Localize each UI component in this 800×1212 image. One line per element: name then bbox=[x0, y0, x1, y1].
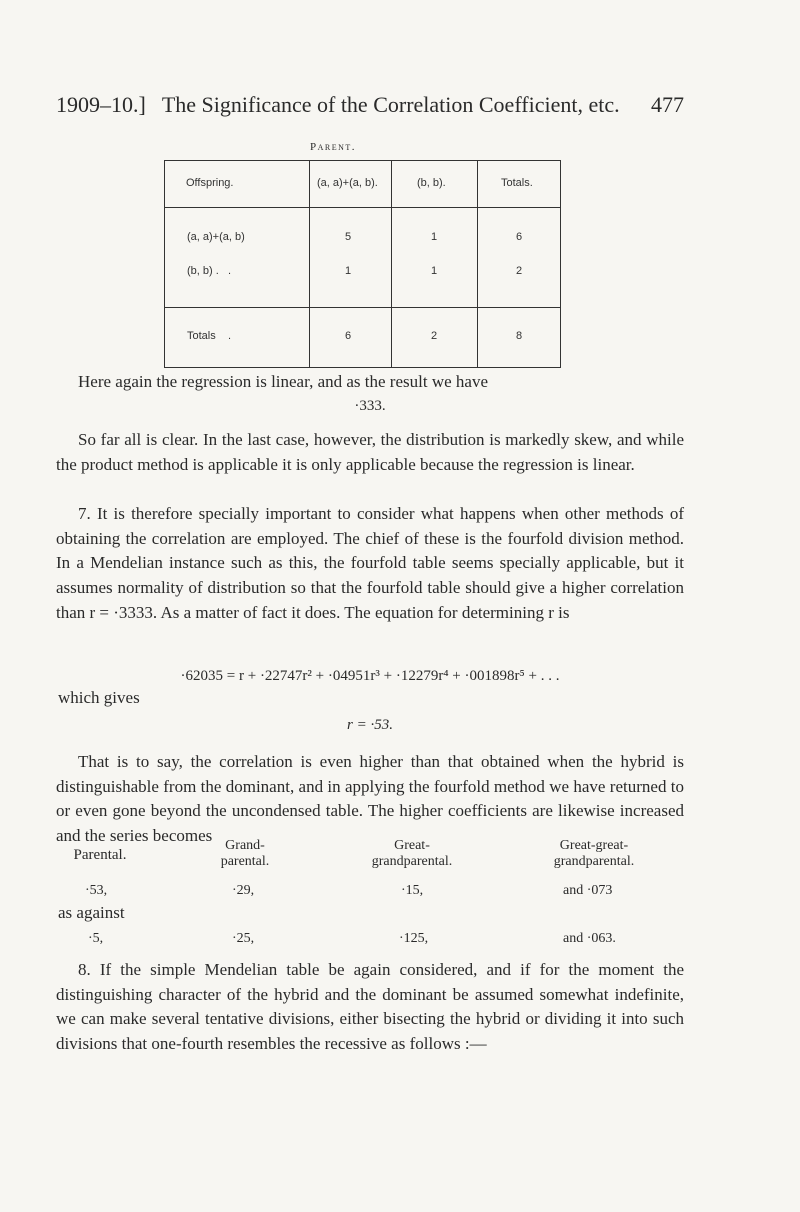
paragraph bbox=[56, 750, 684, 849]
series-value: ·125, bbox=[399, 931, 429, 946]
paragraph bbox=[56, 428, 684, 477]
table-rule bbox=[165, 160, 560, 161]
table-rule bbox=[165, 207, 560, 208]
table-cell: 2 bbox=[516, 265, 523, 277]
series-value: ·53, bbox=[85, 883, 108, 898]
column-header: (b, b). bbox=[417, 177, 446, 189]
table-rule bbox=[165, 307, 560, 308]
running-header bbox=[56, 92, 684, 118]
which-gives: which gives bbox=[58, 688, 140, 707]
paragraph-text: So far all is clear. In the last case, however, the distribution is markedly skew, and while the product method is applicable it is only applicable because the regression is linear. bbox=[56, 430, 684, 474]
column-header: Totals. bbox=[501, 177, 533, 189]
totals-label: Totals . bbox=[187, 330, 232, 342]
paragraph-text: 7. It is therefore specially important to consider what happens when other methods of obtaining the correlation are employed. The chief of these is the fourfold division method. In a Mendelian instance such as this, the fourfold table seems specially applicable, but it assumes normality of distribution so that the fourfold table should give a higher correlation than r = ·3333. As a matter of fact it does. The equation for determining r is bbox=[56, 504, 684, 622]
row-label: (b, b) . . bbox=[187, 265, 232, 277]
result-value: ·333. bbox=[354, 398, 386, 414]
page-number: 477 bbox=[651, 92, 684, 117]
as-against: as against bbox=[58, 903, 125, 922]
series-label-grandparental: Grand- parental. bbox=[220, 838, 270, 869]
paragraph-text: 8. If the simple Mendelian table be again considered, and if for the moment the distinguishing character of the hybrid and the dominant be assumed somewhat indefinite, we can make several tentative divisions, either bisecting the hybrid or dividing it into such divisions that one-fourth resembles the recessive as follows :— bbox=[56, 960, 684, 1054]
header-year: 1909–10.] bbox=[56, 92, 146, 117]
paragraph bbox=[56, 502, 684, 626]
table-divider bbox=[391, 160, 392, 368]
series-value: ·29, bbox=[232, 883, 255, 898]
series-label-great-great-grandparental: Great-great- grandparental. bbox=[553, 838, 635, 869]
paragraph bbox=[56, 958, 684, 1057]
paragraph-text: That is to say, the correlation is even higher than that obtained when the hybrid is distinguishable from the dominant, and in applying the fourfold method we have returned to or even gone beyond the uncondensed table. The higher coefficients are likewise increased and the series becomes bbox=[56, 752, 684, 846]
equation: ·62035 = r + ·22747r² + ·04951r³ + ·12279r⁴ + ·001898r⁵ + . . . bbox=[180, 668, 560, 684]
table-caption: Parent. bbox=[310, 141, 357, 153]
series-value: ·25, bbox=[232, 931, 255, 946]
parent-offspring-table bbox=[164, 160, 561, 368]
series-label-parental: Parental. bbox=[73, 847, 127, 863]
series-value: ·5, bbox=[88, 931, 104, 946]
totals-cell: 6 bbox=[345, 330, 352, 342]
table-divider bbox=[309, 160, 310, 368]
table-cell: 1 bbox=[345, 265, 352, 277]
table-cell: 1 bbox=[431, 231, 438, 243]
series-label-great-grandparental: Great- grandparental. bbox=[371, 838, 453, 869]
table-divider bbox=[477, 160, 478, 368]
column-header: (a, a)+(a, b). bbox=[317, 177, 378, 189]
series-value: and ·063. bbox=[563, 931, 616, 946]
result-r: r = ·53. bbox=[347, 717, 393, 733]
table-rule bbox=[165, 367, 560, 368]
table-cell: 6 bbox=[516, 231, 523, 243]
column-header: Offspring. bbox=[186, 177, 234, 189]
paragraph-text: Here again the regression is linear, and as the result we have bbox=[78, 372, 488, 391]
table-cell: 5 bbox=[345, 231, 352, 243]
totals-cell: 8 bbox=[516, 330, 523, 342]
paragraph bbox=[56, 370, 684, 395]
series-value: ·15, bbox=[401, 883, 424, 898]
header-title: The Significance of the Correlation Coefficient, etc. bbox=[161, 92, 620, 117]
series-value: and ·073 bbox=[563, 883, 613, 898]
row-label: (a, a)+(a, b) bbox=[187, 231, 245, 243]
table-cell: 1 bbox=[431, 265, 438, 277]
totals-cell: 2 bbox=[431, 330, 438, 342]
